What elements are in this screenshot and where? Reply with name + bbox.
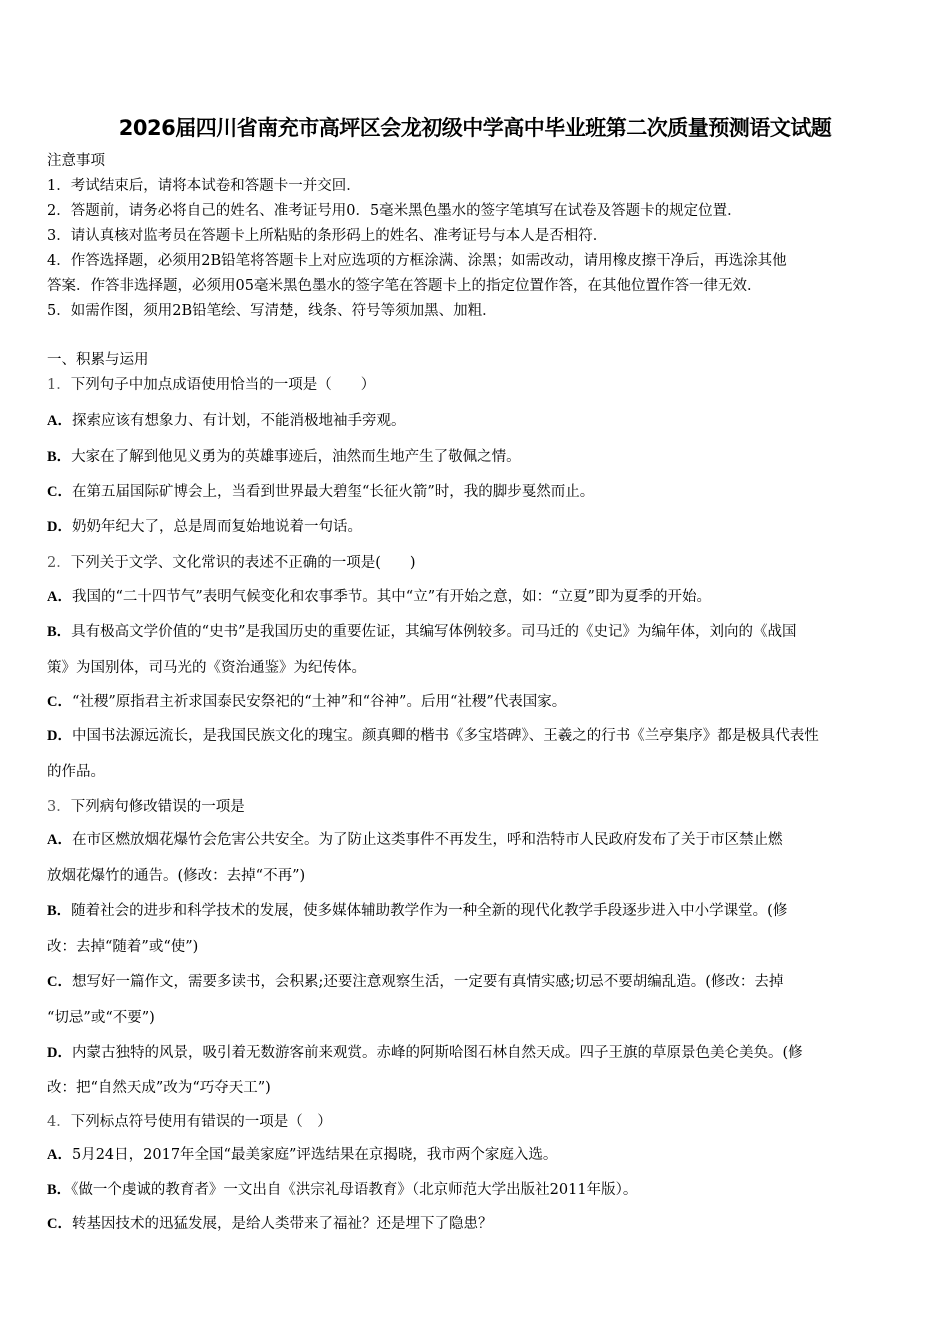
option-d (47, 517, 362, 537)
option-label: B． (47, 903, 72, 919)
notice-item: 答案．作答非选择题，必须用05毫米黑色墨水的签字笔在答题卡上的指定位置作答，在其他位置作答一律无效． (47, 278, 762, 294)
option-a (47, 587, 711, 607)
question-number: 3． (47, 799, 71, 815)
option-text: 奶奶年纪大了，总是周而复始地说着一句话。 (71, 519, 362, 535)
notice-heading: 注意事项 (47, 153, 105, 169)
question-number: 2． (47, 555, 71, 571)
option-label: B． (47, 624, 72, 640)
option-text: 内蒙古独特的风景，吸引着无数游客前来观赏。赤峰的阿斯哈图石林自然天成。四子王旗的草原景色美仑美奂。(修 (71, 1045, 803, 1061)
option-d-continued: 改：把“自然天成”改为“巧夺天工”) (47, 1080, 271, 1096)
option-a-continued: 放烟花爆竹的通告。(修改：去掉“不再”) (47, 868, 306, 884)
option-b (47, 1180, 637, 1200)
option-label: D． (47, 1045, 72, 1061)
question-text: 下列句子中加点成语使用恰当的一项是（ ） (70, 377, 376, 393)
option-text: 我国的“二十四节气”表明气候变化和农事季节。其中“立”有开始之意，如：“立夏”即为夏季的开始。 (71, 589, 711, 605)
option-text: 在市区燃放烟花爆竹会危害公共安全。为了防止这类事件不再发生，呼和浩特市人民政府发布了关于市区禁止燃 (71, 832, 783, 848)
notice-item: 1．考试结束后，请将本试卷和答题卡一并交回． (47, 178, 361, 194)
option-text: 大家在了解到他见义勇为的英雄事迹后，油然而生地产生了敬佩之情。 (71, 449, 521, 465)
option-c (47, 1214, 492, 1234)
option-label: C． (47, 974, 72, 990)
question-stem (47, 553, 416, 573)
section-heading: 一、积累与运用 (47, 352, 149, 368)
option-c-continued: “切忌”或“不要”) (47, 1010, 155, 1026)
notice-item: 4．作答选择题，必须用2B铅笔将答题卡上对应选项的方框涂满、涂黑；如需改动，请用橡皮擦干净后，再选涂其他 (47, 253, 787, 269)
option-label: A． (47, 589, 72, 605)
option-d (47, 726, 819, 746)
question-text: 下列病句修改错误的一项是 (70, 799, 245, 815)
notice-item: 3．请认真核对监考员在答题卡上所粘贴的条形码上的姓名、准考证号与本人是否相符． (47, 228, 608, 244)
option-text: 中国书法源远流长，是我国民族文化的瑰宝。颜真卿的楷书《多宝塔碑》、王羲之的行书《兰亭集序》都是极具代表性 (71, 728, 819, 744)
option-text: “社稷”原指君主祈求国泰民安祭祀的“土神”和“谷神”。后用“社稷”代表国家。 (71, 694, 567, 710)
option-b (47, 901, 787, 921)
question-stem (47, 1112, 332, 1132)
option-label: C． (47, 484, 72, 500)
option-label: B． (47, 449, 72, 465)
option-label: C． (47, 1216, 72, 1232)
option-text: 探索应该有想象力、有计划，不能消极地袖手旁观。 (71, 413, 406, 429)
notice-item: 2．答题前，请务必将自己的姓名、准考证号用0．5毫米黑色墨水的签字笔填写在试卷及答题卡的规定位置． (47, 203, 742, 219)
option-b-continued: 策》为国别体，司马光的《资治通鉴》为纪传体。 (47, 660, 366, 676)
option-a (47, 411, 405, 431)
notice-item: 5．如需作图，须用2B铅笔绘、写清楚，线条、符号等须加黑、加粗． (47, 303, 497, 319)
option-label: D． (47, 728, 72, 744)
option-c (47, 482, 594, 502)
question-stem (47, 797, 245, 817)
option-a (47, 1145, 557, 1165)
option-text: 想写好一篇作文，需要多读书，会积累;还要注意观察生活，一定要有真情实感;切忌不要胡编乱造。(修改：去掉 (71, 974, 784, 990)
option-text: 《做一个虔诚的教育者》一文出自《洪宗礼母语教育》（北京师范大学出版社2011年版）。 (71, 1182, 638, 1198)
question-text: 下列关于文学、文化常识的表述不正确的一项是( ) (70, 555, 416, 571)
option-label: B． (47, 1182, 72, 1198)
option-text: 在第五届国际矿博会上，当看到世界最大碧玺“长征火箭”时，我的脚步戛然而止。 (71, 484, 595, 500)
option-text: 具有极高文学价值的“史书”是我国历史的重要佐证，其编写体例较多。司马迁的《史记》为编年体，刘向的《战国 (71, 624, 797, 640)
option-a (47, 830, 782, 850)
option-text: 5月24日，2017年全国“最美家庭”评选结果在京揭晓，我市两个家庭入选。 (71, 1147, 558, 1163)
option-d-continued: 的作品。 (47, 764, 105, 780)
question-number: 4． (47, 1114, 71, 1130)
option-label: A． (47, 413, 72, 429)
option-text: 随着社会的进步和科学技术的发展，使多媒体辅助教学作为一种全新的现代化教学手段逐步进入中小学课堂。(修 (71, 903, 788, 919)
option-text: 转基因技术的迅猛发展，是给人类带来了福祉？还是埋下了隐患？ (71, 1216, 493, 1232)
option-b (47, 622, 797, 642)
question-number: 1． (47, 377, 71, 393)
question-text: 下列标点符号使用有错误的一项是（ ） (70, 1114, 332, 1130)
option-label: C． (47, 694, 72, 710)
option-label: A． (47, 832, 72, 848)
document-title: 2026届四川省南充市高坪区会龙初级中学高中毕业班第二次质量预测语文试题 (118, 116, 832, 140)
option-b (47, 447, 521, 467)
option-label: D． (47, 519, 72, 535)
option-d (47, 1043, 803, 1063)
option-b-continued: 改：去掉“随着”或“使”) (47, 939, 199, 955)
question-stem (47, 375, 375, 395)
option-c (47, 692, 566, 712)
option-c (47, 972, 783, 992)
option-label: A． (47, 1147, 72, 1163)
